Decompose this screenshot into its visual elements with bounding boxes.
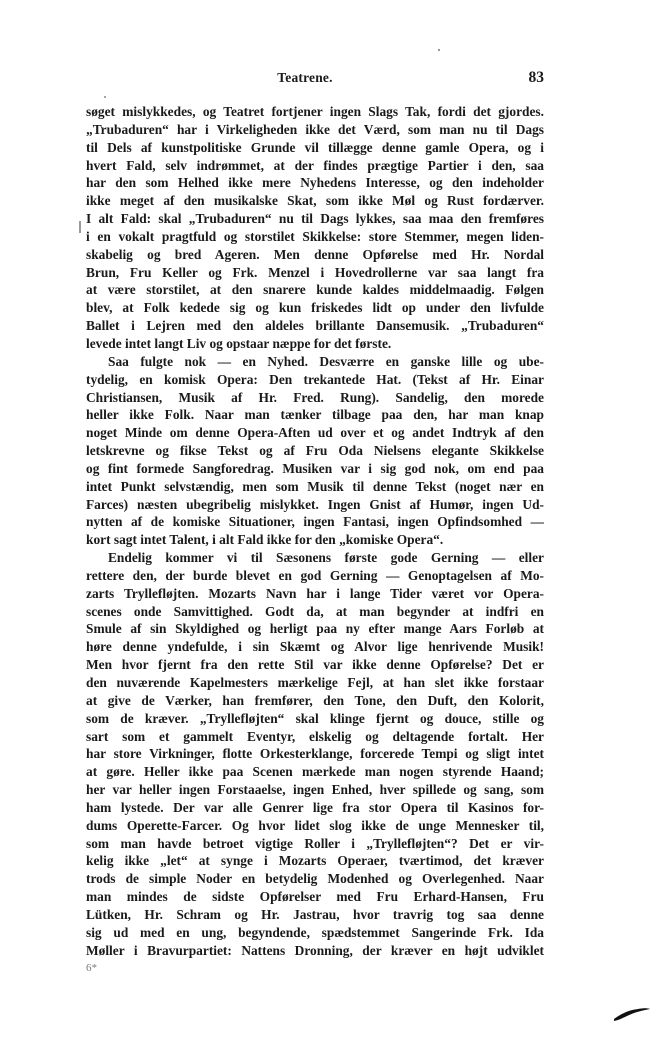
- text-line: hvert Fald, selv indrømmet, at der findes prægtige Partier i den, saa: [86, 157, 544, 173]
- text-line: rettere den, der burde blevet en god Gerning — Genoptagelsen af Mo-: [86, 567, 544, 583]
- text-line: i en vokalt pragtfuld og storstilet Skikkelse: store Stemmer, megen liden-: [86, 228, 544, 244]
- text-line: Lütken, Hr. Schram og Hr. Jastrau, hvor travrig tog saa denne: [86, 906, 544, 922]
- text-line: at give de Værker, han fremfører, den Tone, den Duft, den Kolorit,: [86, 692, 544, 708]
- text-line: levede intet langt Liv og opstaar næppe for det første.: [86, 335, 392, 351]
- text-line: letskrevne og fikse Tekst og af Fru Oda Nielsens elegante Skikkelse: [86, 443, 544, 459]
- ink-smudge-icon: [612, 1002, 652, 1024]
- text-line: „Trubaduren“ har i Virkeligheden ikke det Værd, som man nu til Dags: [86, 121, 544, 137]
- page-number: 83: [528, 69, 544, 86]
- signature-mark: 6*: [86, 961, 97, 974]
- text-line: har store Virkninger, flotte Orkesterklange, forcerede Tempi og sligt intet: [86, 746, 544, 762]
- text-line: Christiansen, Musik af Hr. Fred. Rung). Sandelig, den morede: [86, 389, 544, 405]
- text-line: man mindes de sidste Opførelser med Fru Erhard-Hansen, Fru: [86, 889, 544, 905]
- text-line: sig ud med en ung, begyndende, spædstemmet Sangerinde Frk. Ida: [86, 924, 544, 940]
- text-line: Smule af sin Skyldighed og herligt paa ny efter mange Aars Forløb at: [86, 621, 544, 637]
- text-line: I alt Fald: skal „Trubaduren“ nu til Dags lykkes, saa maa den fremføres: [86, 211, 544, 227]
- text-line: Brun, Fru Keller og Frk. Menzel i Hovedrollerne var saa langt fra: [86, 264, 544, 280]
- text-line: nytten af de komiske Situationer, ingen Fantasi, ingen Opfindsomhed —: [86, 514, 544, 530]
- speck-mark: [104, 96, 106, 98]
- running-title: Teatrene.: [277, 70, 333, 85]
- text-line: skabelig og bred Ageren. Men denne Opførelse med Hr. Nordal: [86, 246, 544, 262]
- text-line: ham lystede. Der var alle Genrer lige fra stor Opera til Kasinos for-: [86, 799, 544, 815]
- text-line: dums Operette-Farcer. Og hvor lidet slog ikke de unge Mennesker til,: [86, 817, 544, 833]
- speck-mark: [438, 49, 440, 51]
- text-line: intet Punkt selvstændig, men som Musik til denne Tekst (noget nær en: [86, 478, 544, 494]
- text-line: som man havde betroet vigtige Roller i „Tryllefløjten“? Det er vir-: [86, 835, 544, 851]
- text-line: heller ikke Folk. Naar man tænker tilbage paa den, har man knap: [86, 407, 544, 423]
- text-line: blev, at Folk kedede sig og kun friskedes lidt op under den livfulde: [86, 300, 544, 316]
- text-line: Men hvor fjernt fra den rette Stil var ikke denne Opførelse? Det er: [86, 657, 544, 673]
- text-line: og fint formede Sangforedrag. Musiken var i sig god nok, om end paa: [86, 460, 544, 476]
- text-line: sart som et gammelt Eventyr, elskelig og deltagende fortalt. Her: [86, 728, 544, 744]
- page-header: [0, 70, 664, 96]
- text-line: Møller i Bravurpartiet: Nattens Dronning, der kræver en højt udviklet: [86, 942, 544, 958]
- text-line: Endelig kommer vi til Sæsonens første gode Gerning — eller: [108, 550, 544, 566]
- text-line: Saa fulgte nok — en Nyhed. Desværre en ganske lille og ube-: [108, 353, 544, 369]
- margin-mark: [79, 221, 81, 233]
- text-line: kelig ikke „let“ at synge i Mozarts Operaer, tværtimod, det kræver: [86, 853, 544, 869]
- text-line: at gøre. Heller ikke paa Scenen mærkede man nogen styrende Haand;: [86, 764, 544, 780]
- text-line: her var heller ingen Forstaaelse, ingen Enhed, hver spillede og sang, som: [86, 782, 544, 798]
- text-line: den nuværende Kapelmesters mærkelige Fejl, at han slet ikke forstaar: [86, 675, 544, 690]
- text-line: at være storstilet, at den snarere kunde kaldes middelmaadig. Følgen: [86, 282, 544, 298]
- text-line: kort sagt intet Talent, i alt Fald ikke for den „komiske Opera“.: [86, 532, 444, 548]
- text-line: tydelig, en komisk Opera: Den trekantede Hat. (Tekst af Hr. Einar: [86, 371, 544, 387]
- text-line: ikke meget af den musikalske Skat, som ikke Møl og Rust fordærver.: [86, 193, 544, 209]
- text-line: noget Minde om denne Opera-Aften ud over et og andet Indtryk af den: [86, 425, 544, 441]
- text-line: scenes onde Samvittighed. Godt da, at man begynder at indfri en: [86, 603, 544, 619]
- text-line: trods de simple Noder en betydelig Modenhed og Overlegenhed. Naar: [86, 871, 544, 887]
- body-text: [86, 103, 544, 977]
- text-line: zarts Tryllefløjten. Mozarts Navn har i lange Tider været vor Opera-: [86, 585, 544, 601]
- text-line: til Dels af kunstpolitiske Grunde vil tillægge denne gamle Opera, og i: [86, 139, 544, 155]
- text-line: høre denne yndefulde, i sin Skæmt og Alvor lige henrivende Musik!: [86, 639, 544, 655]
- text-line: Farces) næsten ubegribelig mislykket. Ingen Gnist af Humør, ingen Ud-: [86, 496, 544, 512]
- text-line: Ballet i Lejren med den aldeles brillante Dansemusik. „Trubaduren“: [86, 318, 544, 334]
- text-line: som de kræver. „Tryllefløjten“ skal klinge fjernt og douce, stille og: [86, 710, 544, 726]
- text-line: har den som Helhed ikke mere Nyhedens Interesse, og den indeholder: [86, 175, 544, 191]
- text-line: søget mislykkedes, og Teatret fortjener ingen Slags Tak, fordi det gjordes.: [86, 104, 544, 119]
